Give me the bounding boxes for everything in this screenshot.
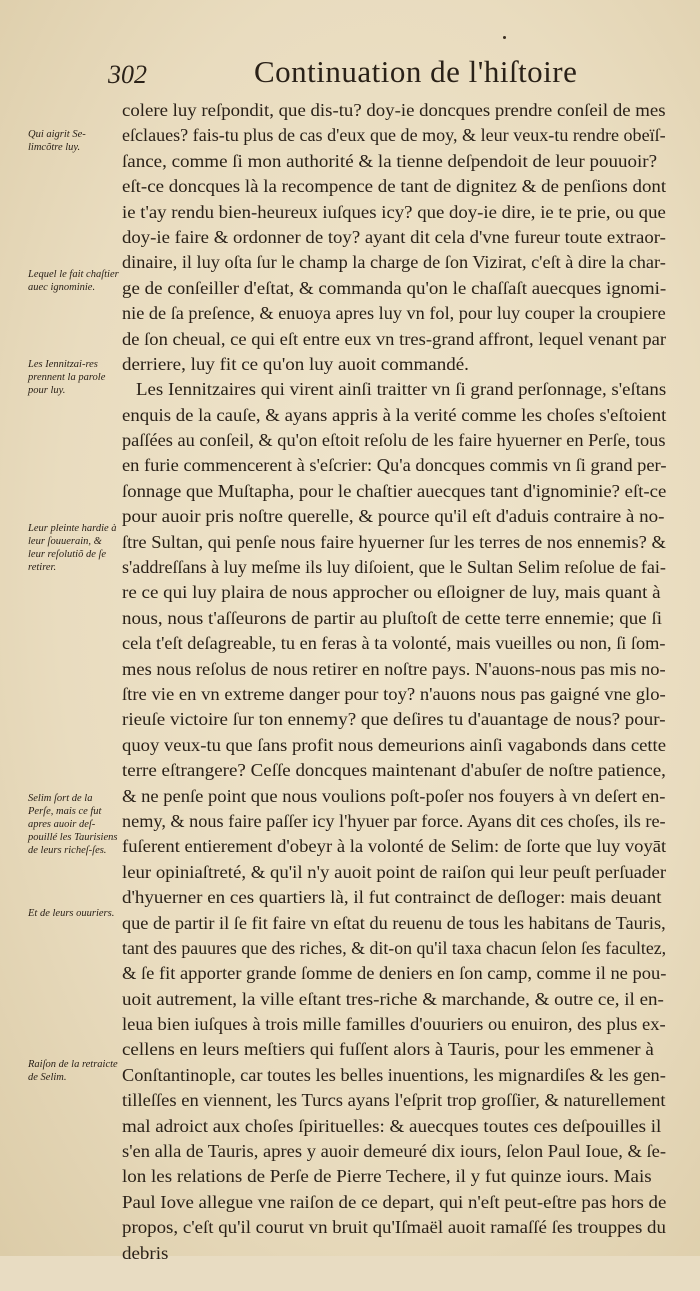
page-number: 302 (108, 60, 147, 89)
text-line: uoit autrement, la ville eſtant tres-riche & marchande, & outre ce, il en- (122, 988, 664, 1009)
text-line: que de partir il ſe fit faire vn eſtat du reuenu de tous les habitans de Tauris, (122, 912, 666, 933)
paragraph-start-line: Les Iennitzaires qui virent ainſi traitter vn ſi grand perſonnage, s'eſtans (136, 379, 667, 400)
text-line: mal adroict aux choſes ſpirituelles: & auecques toutes ces deſpouilles il (122, 1115, 662, 1136)
text-line: rieuſe victoire ſur ton ennemy? que deſires tu d'auantage de nous? pour- (122, 709, 666, 730)
text-line: nous, nous t'aſſeurons de partir au pluſtoſt de cette terre ennemie; que ſi (122, 607, 663, 628)
text-line: ſance, comme ſi mon authorité & la tienne deſpendoit de leur pouuoir? (122, 150, 658, 171)
text-line: tant des pauures que des riches, & dit-on qu'il taxa chacun ſelon ſes facultez, (122, 937, 667, 958)
text-line: ie t'ay rendu bien-heureux iuſques icy? que doy-ie dire, ie te prie, ou que (122, 201, 666, 222)
text-line: paſſées au conſeil, & qu'on eſtoit reſolu de les faire hyuerner en Perſe, tous (122, 430, 666, 451)
text-line: tilleſſes en viennent, les Turcs ayans l'eſprit trop groſſier, & naturellement (122, 1090, 666, 1111)
text-line: eſt-ce doncques là la recompence de tant de dignitez & de penſions dont (122, 176, 667, 197)
body-text (122, 98, 666, 1291)
text-line: leur opiniaſtreté, & qu'il n'y auoit point de raiſon qui leur peuſt perſuader (122, 861, 667, 882)
text-line: s'addreſſans à luy meſme ils luy diſoient, que le Sultan Selim reſolue de fai- (122, 557, 666, 578)
margin-note: Selim ſort de la Perſe, mais ce fut apres auoir deſ-pouillé les Taurisiens de leurs richeſ-ſes. (28, 793, 118, 856)
text-line: doy-ie faire & ordonner de toy? ayant dit cela d'vne fureur toute extraor- (122, 226, 666, 247)
text-line: & ſe fit apporter grande ſomme de deniers en ſon camp, comme il ne pou- (122, 963, 667, 984)
text-line: derriere, luy fit ce qu'on luy auoit commandé. (122, 353, 469, 374)
text-line: lon les relations de Perſe de Pierre Techere, il y fut quinze iours. Mais (122, 1166, 652, 1187)
text-line: eſclaues? fais-tu plus de cas d'eux que de moy, & leur veux-tu rendre obeïſ- (122, 125, 666, 146)
text-line: quoy veux-tu que ſans profit nous demeurions ainſi vagabonds dans cette (122, 734, 667, 755)
text-line: ſtre Sultan, qui penſe nous faire hyuerner ſur les terres de nos ennemis? & (122, 531, 666, 552)
text-line: cela t'eſt deſagreable, tu en feras à ta volonté, mais vueilles ou non, ſi ſom- (122, 633, 666, 654)
text-line: colere luy reſpondit, que dis-tu? doy-ie doncques prendre conſeil de mes (122, 100, 666, 120)
text-line: Conſtantinople, car toutes les belles inuentions, les mignardiſes & les gen- (122, 1064, 666, 1085)
running-title: Continuation de l'hiſtoire (254, 54, 578, 89)
ink-speck (503, 36, 506, 39)
text-line: s'en alla de Tauris, apres y auoir demeuré dix iours, ſelon Paul Ioue, & ſe- (122, 1141, 667, 1162)
text-line: mes nous reſolus de nous retirer en noſtre pays. N'auons-nous pas mis no- (122, 658, 666, 679)
text-line: dinaire, il luy oſta ſur le champ la charge de ſon Vizirat, c'eſt à dire la char- (122, 252, 666, 273)
text-line: terre eſtrangere? Ceſſe doncques maintenant d'abuſer de noſtre patience, (122, 760, 666, 781)
margin-note: Leur pleinte hardie à leur ſouuerain, & leur reſolutiõ de ſe retirer. (28, 523, 117, 573)
text-line: ge de conſeiller d'eſtat, & commanda qu'on le chaſſaſt auecques ignomi- (122, 277, 667, 298)
margin-note: Lequel le fait chaſtier auec ignominie. (28, 269, 119, 293)
text-line: propos, c'eſt qu'il courut vn bruit qu'Iſmaël auoit ramaſſé ſes trouppes du (122, 1217, 666, 1238)
text-line: pour auoir pris noſtre querelle, & pource qu'il eſt d'aduis contraire à no- (122, 506, 665, 527)
page-header (108, 52, 668, 98)
margin-note: Les Iennitzai-res prennent la parole pour luy. (28, 359, 106, 396)
text-line: debris (122, 1242, 169, 1263)
text-line: & ne penſe point que nous voulions poſt-poſer nos fouyers à vn deſert en- (122, 785, 666, 806)
text-line: cellens en leurs meſtiers qui fuſſent alors à Tauris, pour les emmener à (122, 1039, 654, 1060)
text-line: ſonnage que Muſtapha, pour le chaſtier auecques tant d'ignominie? eſt-ce (122, 480, 667, 501)
text-line: enquis de la cauſe, & ayans appris à la verité comme les choſes s'eſtoient (122, 404, 667, 425)
margin-note: Et de leurs ouuriers. (28, 908, 115, 919)
text-line: re ce qui luy plaira de nous approcher ou eſloigner de luy, mais quant à (122, 582, 661, 603)
margin-note: Raiſon de la retraicte de Selim. (28, 1059, 118, 1083)
text-line: nie de ſa preſence, & enuoya apres luy vn fol, pour luy couper la croupiere (122, 303, 666, 324)
text-line: nemy, & nous faire paſſer icy l'hyuer par force. Ayans dit ces choſes, ils re- (122, 810, 666, 831)
catchword (122, 1266, 666, 1291)
margin-note: Qui aigrit Se-limcõtre luy. (28, 129, 86, 153)
text-line: ſtre vie en vn extreme danger pour toy? n'auons nous pas gaigné vne glo- (122, 683, 666, 704)
text-line: fuſerent entierement d'obeyr à la volonté de Selim: de ſorte que luy voyāt (122, 836, 667, 857)
text-line: Paul Iove allegue vne raiſon de ce depart, qui n'eſt peut-eſtre pas hors de (122, 1191, 667, 1212)
text-line: en furie commencerent à s'eſcrier: Qu'a doncques commis vn ſi grand per- (122, 455, 667, 476)
text-line: de ſon cheual, ce qui eſt entre eux vn tres-grand affront, lequel venant par (122, 328, 667, 349)
text-line: leua bien iuſques à trois mille familles d'ouuriers ou enuiron, des plus ex- (122, 1014, 666, 1035)
text-line: d'hyuerner en ces quartiers là, il fut contrainct de deſloger: mais deuant (122, 887, 662, 908)
